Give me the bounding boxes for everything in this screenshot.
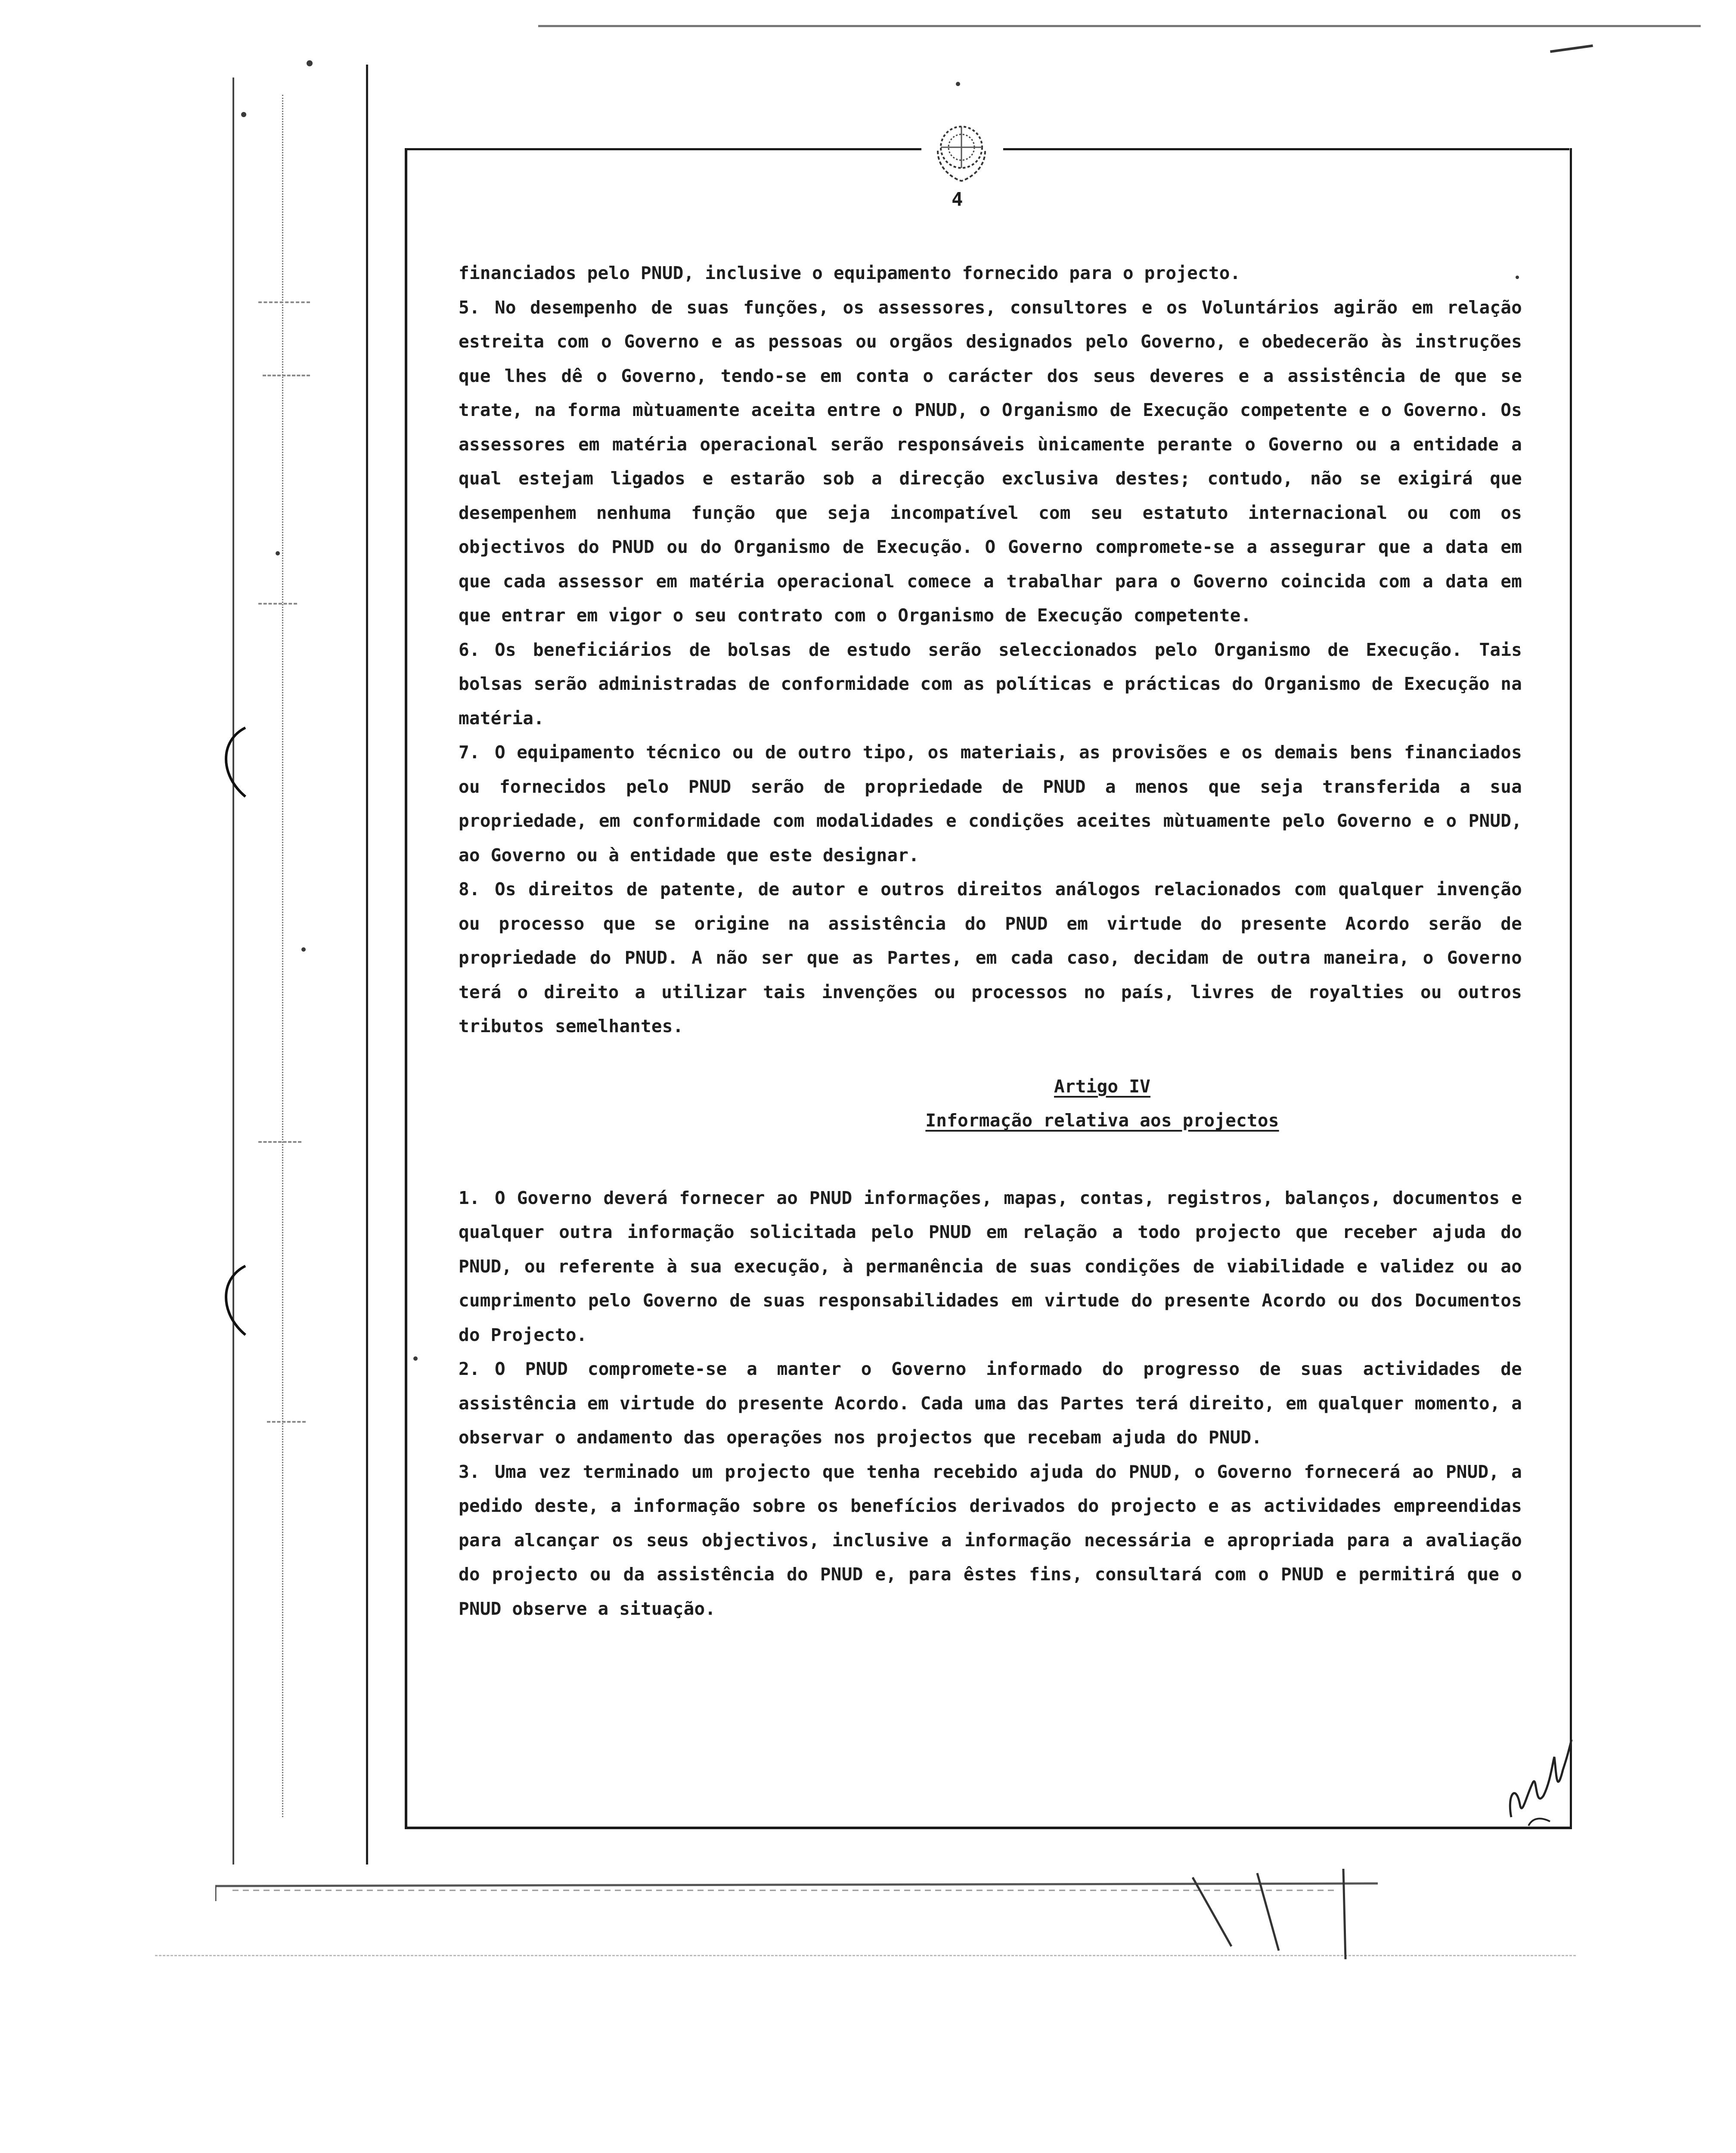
binding-curve-icon — [202, 723, 254, 801]
scan-noise-row — [258, 603, 297, 605]
article-subtitle: Informação relativa aos projectos — [925, 1110, 1279, 1131]
paragraph-text: Os direitos de patente, de autor e outros direitos análogos relacionados com qualquer invenção ou processo que se origine na assistência do PNUD em virtude do presente Acordo serão de propriedade do PNUD. A não ser que as Partes, em cada caso, decidam de outra maneira, o Governo terá o direito a utilizar tais invenções ou processos no país, livres de royalties ou outros tributos semelhantes. — [459, 879, 1522, 1036]
document-body — [459, 256, 1522, 1626]
scan-edge-top-right — [1550, 44, 1593, 53]
article-paragraph-3 — [459, 1455, 1522, 1626]
article-paragraph-2 — [459, 1352, 1522, 1455]
paragraph-6 — [459, 633, 1522, 736]
scan-edge-left-inner — [366, 65, 368, 1864]
scan-noise-row — [258, 301, 310, 303]
paragraph-number: 2. — [459, 1359, 480, 1379]
paragraph-number: 6. — [459, 639, 480, 660]
scan-speck — [276, 551, 280, 555]
frame-top-rule-right — [1003, 148, 1569, 150]
article-heading — [459, 1070, 1522, 1104]
paragraph-continued — [459, 256, 1522, 291]
paragraph-text: Uma vez terminado um projecto que tenha recebido ajuda do PNUD, o Governo fornecerá ao PNUD, a pedido deste, a informação sobre os benefícios derivados do projecto e as actividades empreendidas para alcançar os seus objectivos, inclusive a informação necessária e apropriada para a avaliação do projecto ou da assistência do PNUD e, para êstes fins, consultará com o PNUD e permitirá que o PNUD observe a situação. — [459, 1461, 1522, 1619]
scan-mark-lines — [1180, 1860, 1373, 1968]
scan-edge-left-dotted — [282, 95, 283, 1817]
scan-noise-row — [267, 1421, 306, 1423]
paragraph-text: O PNUD compromete-se a manter o Governo informado do progresso de suas actividades de assistência em virtude do presente Acordo. Cada uma das Partes terá direito, em qualquer momento, a observar o andamento das operações nos projectos que recebam ajuda do PNUD. — [459, 1359, 1522, 1448]
paragraph-number: 1. — [459, 1187, 480, 1208]
un-emblem-icon — [925, 116, 998, 185]
paragraph-number: 5. — [459, 297, 480, 318]
paragraph-8 — [459, 872, 1522, 1044]
page-number: 4 — [952, 189, 963, 211]
paragraph-text: financiados pelo PNUD, inclusive o equipamento fornecido para o projecto. — [459, 263, 1241, 283]
scan-speck — [307, 60, 313, 66]
paragraph-text: Os beneficiários de bolsas de estudo serão seleccionados pelo Organismo de Execução. Tais bolsas serão administradas de conformidade com as políticas e prácticas do Organismo de Execução na matéria. — [459, 639, 1522, 729]
frame-top-rule-left — [405, 148, 921, 150]
article-title: Artigo IV — [1054, 1076, 1150, 1097]
scan-noise-row — [263, 375, 310, 376]
paragraph-text: No desempenho de suas funções, os assessores, consultores e os Voluntários agirão em relação estreita com o Governo e as pessoas ou orgãos designados pelo Governo, e obedecerão às instruções que lhes dê o Governo, tendo-se em conta o carácter dos seus deveres e a assistência de que se trate, na forma mùtuamente aceita entre o PNUD, o Organismo de Execução competente e o Governo. Os assessores em matéria operacional serão responsáveis ùnicamente perante o Governo ou a entidade a qual estejam ligados e estarão sob a direcção exclusiva destes; contudo, não se exigirá que desempenhem nenhuma função que seja incompatível com seu estatuto internacional ou com os objectivos do PNUD ou do Organismo de Execução. O Governo compromete-se a assegurar que a data em que cada assessor em matéria operacional comece a trabalhar para o Governo coincida com a data em que entrar em vigor o seu contrato com o Organismo de Execução competente. — [459, 297, 1522, 626]
handwritten-initials-icon — [1503, 1731, 1576, 1834]
binding-curve-icon-2 — [202, 1262, 254, 1339]
scan-noise-row — [258, 1141, 301, 1143]
section-spacer — [459, 1044, 1522, 1070]
paragraph-number: 3. — [459, 1461, 480, 1482]
scan-edge-top — [538, 25, 1701, 27]
scan-speck — [301, 947, 306, 952]
paragraph-text: O Governo deverá fornecer ao PNUD informações, mapas, contas, registros, balanços, documentos e qualquer outra informação solicitada pelo PNUD em relação a todo projecto que receber ajuda do PNUD, ou referente à sua execução, à permanência de suas condições de viabilidade e validez ou ao cumprimento pelo Governo de suas responsabilidades em virtude do presente Acordo ou dos Documentos do Projecto. — [459, 1187, 1522, 1345]
scan-edge-left-outer — [232, 78, 234, 1864]
paragraph-5 — [459, 291, 1522, 633]
article-paragraph-1 — [459, 1181, 1522, 1353]
scan-speck — [241, 112, 246, 117]
paragraph-number: 7. — [459, 742, 480, 763]
paragraph-7 — [459, 735, 1522, 872]
paragraph-text: O equipamento técnico ou de outro tipo, os materiais, as provisões e os demais bens financiados ou fornecidos pelo PNUD serão de propriedade de PNUD a menos que seja transferida a sua propriedade, em conformidade com modalidades e condições aceites mùtuamente pelo Governo e o PNUD, ao Governo ou à entidade que este designar. — [459, 742, 1522, 866]
paragraph-number: 8. — [459, 879, 480, 900]
scan-speck — [956, 82, 960, 86]
